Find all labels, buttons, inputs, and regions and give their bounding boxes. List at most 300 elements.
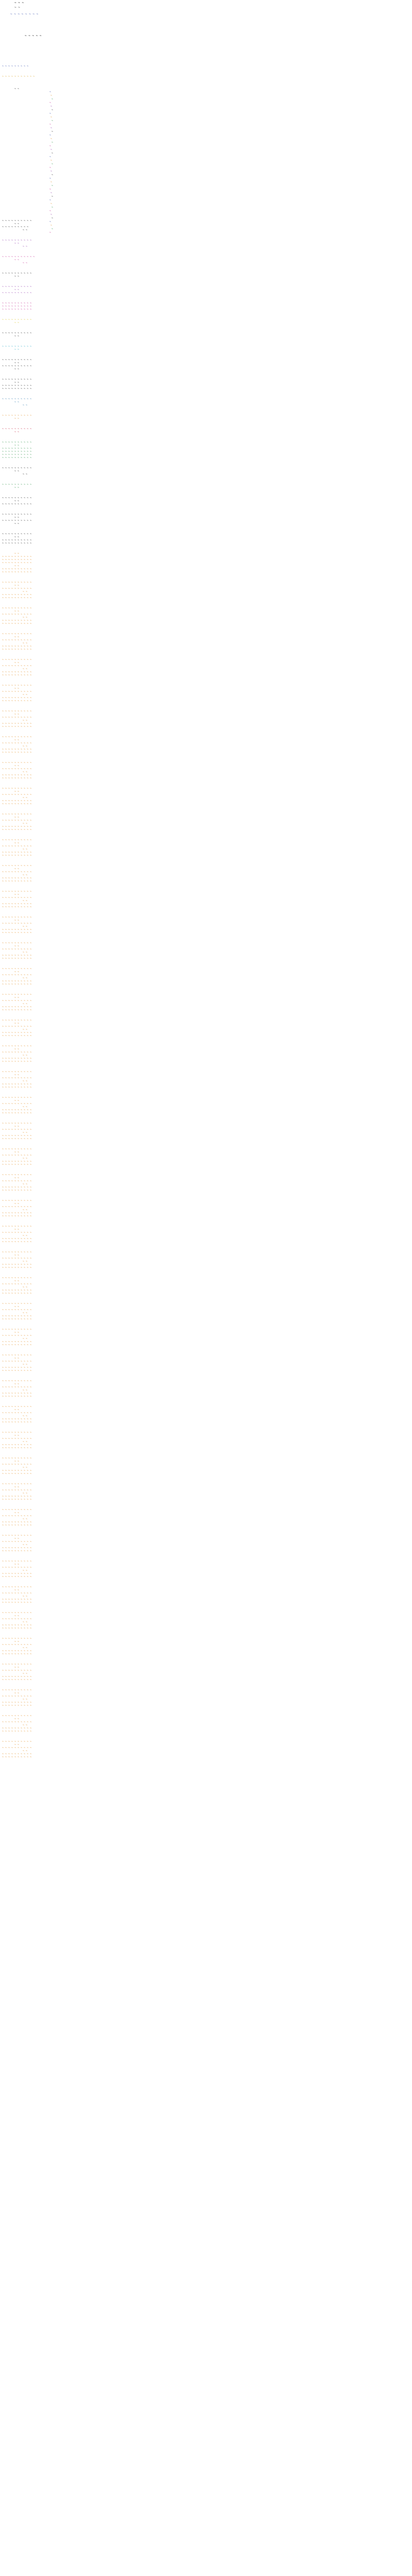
log-line: ~ ~ ~ ~ ~ ~ ~ ~ ~ ~ <box>2 854 32 857</box>
log-line: ~ ~ ~ ~ ~ ~ ~ ~ ~ ~ <box>2 983 32 986</box>
log-entry <box>2 441 136 460</box>
log-line: ~ ~ ~ ~ ~ ~ ~ ~ ~ ~ <box>2 1418 32 1421</box>
log-line: ~ ~ ~ ~ ~ ~ ~ ~ ~ ~ <box>2 1134 32 1138</box>
log-line: ~ ~ ~ ~ ~ ~ ~ ~ ~ ~ <box>2 1534 32 1537</box>
log-line: ~ ~ ~ ~ ~ ~ ~ ~ ~ ~ <box>2 1174 32 1177</box>
header-line: ~ ~ ~ ~ ~ ~ ~ ~ <box>10 12 39 16</box>
log-line: ~ ~ <box>23 745 28 748</box>
log-line: ~ ~ ~ ~ ~ ~ ~ ~ ~ ~ <box>2 865 32 868</box>
log-line: ~ ~ ~ ~ ~ ~ ~ ~ ~ ~ <box>2 1740 32 1743</box>
log-line: ~ ~ ~ ~ ~ ~ ~ ~ ~ ~ <box>2 1263 32 1266</box>
log-line: ~ ~ ~ ~ ~ ~ ~ ~ ~ ~ <box>2 1163 32 1166</box>
log-line: ~ ~ ~ ~ ~ ~ ~ ~ ~ ~ <box>2 1277 32 1280</box>
log-line: ~ ~ <box>23 668 28 671</box>
log-entry <box>2 345 136 351</box>
log-line: ~ ~ ~ ~ ~ ~ ~ ~ ~ ~ <box>2 1624 32 1627</box>
log-output <box>2 65 136 2576</box>
stack-tick: ~ <box>50 159 53 162</box>
stack-tick: ~ <box>49 199 52 202</box>
log-line: ~ ~ ~ ~ ~ ~ ~ ~ ~ ~ <box>2 1031 32 1035</box>
log-line: ~ ~ <box>23 1724 28 1727</box>
log-line: ~ ~ ~ ~ ~ ~ ~ ~ ~ ~ <box>2 453 32 456</box>
log-line: ~ ~ ~ ~ ~ ~ ~ ~ ~ ~ <box>2 1457 32 1460</box>
log-line: ~ ~ ~ ~ ~ ~ ~ ~ ~ ~ <box>2 1412 32 1415</box>
log-line: ~ ~ ~ ~ ~ ~ ~ ~ ~ ~ <box>2 658 32 662</box>
log-line: ~ ~ ~ ~ ~ ~ ~ ~ ~ ~ <box>2 571 32 574</box>
log-line: ~ ~ ~ ~ ~ ~ ~ ~ ~ ~ <box>2 1395 32 1398</box>
log-line: ~ ~ <box>14 1640 20 1643</box>
log-line: ~ ~ <box>23 1312 28 1315</box>
log-line: ~ ~ ~ ~ ~ ~ ~ ~ ~ ~ <box>2 742 32 745</box>
log-line: ~ ~ <box>23 1363 28 1366</box>
log-line: ~ ~ <box>14 1202 20 1206</box>
log-line: ~ ~ <box>14 1280 20 1283</box>
log-line: ~ ~ ~ ~ ~ ~ ~ ~ ~ ~ <box>2 803 32 806</box>
log-line: ~ ~ <box>23 822 28 825</box>
log-line: ~ ~ <box>23 262 28 265</box>
log-entry <box>2 1509 136 1527</box>
log-line: ~ ~ <box>14 1022 20 1025</box>
log-line: ~ ~ ~ ~ ~ ~ ~ ~ ~ ~ <box>2 558 32 562</box>
log-line: ~ ~ ~ ~ ~ ~ ~ ~ ~ ~ <box>2 581 32 584</box>
log-line: ~ ~ <box>14 431 20 434</box>
log-line: ~ ~ ~ ~ ~ ~ ~ ~ ~ ~ <box>2 503 32 506</box>
log-entry <box>2 1457 136 1476</box>
log-line: ~ ~ ~ ~ ~ ~ ~ ~ ~ ~ <box>2 1592 32 1595</box>
log-entry <box>2 581 136 600</box>
log-line: ~ ~ <box>23 925 28 928</box>
log-line: ~ ~ <box>14 842 20 845</box>
log-line: ~ ~ ~ ~ ~ ~ ~ ~ ~ ~ <box>2 1025 32 1028</box>
log-entry <box>2 1302 136 1321</box>
log-line: ~ ~ <box>23 590 28 594</box>
log-entry <box>2 710 136 728</box>
log-line: ~ ~ <box>14 1383 20 1386</box>
stack-tick: ~ <box>50 192 53 195</box>
log-line: ~ ~ ~ ~ ~ ~ ~ ~ ~ ~ <box>2 993 32 996</box>
log-entry <box>2 1328 136 1347</box>
log-line: ~ ~ <box>14 362 20 365</box>
log-line: ~ ~ ~ ~ ~ ~ ~ ~ ~ ~ <box>2 890 32 893</box>
stack-tick: ~ <box>52 109 54 112</box>
log-line: ~ ~ <box>14 470 20 473</box>
log-line: ~ ~ ~ ~ ~ ~ ~ ~ ~ ~ <box>2 1215 32 1218</box>
log-line: ~ ~ <box>14 765 20 768</box>
log-line: ~ ~ ~ ~ ~ ~ ~ ~ ~ ~ <box>2 1495 32 1498</box>
log-line: ~ ~ ~ ~ ~ ~ ~ ~ ~ ~ <box>2 957 32 960</box>
log-line: ~ ~ <box>23 1209 28 1212</box>
log-line: ~ ~ <box>23 1028 28 1031</box>
stack-tick: ~ <box>49 231 52 234</box>
log-entry <box>2 1122 136 1141</box>
log-line: ~ ~ ~ ~ ~ ~ ~ ~ ~ ~ <box>2 1241 32 1244</box>
log-entry <box>2 1612 136 1630</box>
stack-tick: ~ <box>50 181 53 184</box>
log-line: ~ ~ <box>14 1718 20 1721</box>
log-entry <box>2 787 136 806</box>
log-line: ~ ~ ~ ~ ~ ~ ~ ~ ~ ~ <box>2 1653 32 1656</box>
log-entry <box>2 428 136 434</box>
stack-tick: ~ <box>50 224 53 227</box>
log-line: ~ ~ ~ ~ ~ ~ ~ ~ ~ ~ <box>2 428 32 431</box>
log-line: ~ ~ ~ ~ ~ ~ ~ ~ ~ ~ <box>2 1283 32 1286</box>
log-line: ~ ~ <box>14 610 20 613</box>
log-line: ~ ~ <box>14 348 20 351</box>
log-entry <box>2 1096 136 1115</box>
log-line: ~ ~ ~ ~ ~ ~ ~ ~ ~ ~ <box>2 1341 32 1344</box>
log-line: ~ ~ ~ ~ ~ ~ ~ ~ ~ ~ <box>2 1109 32 1112</box>
log-line: ~ ~ ~ ~ ~ ~ ~ ~ ~ ~ <box>2 1051 32 1054</box>
log-line: ~ ~ ~ ~ ~ ~ ~ ~ ~ ~ <box>2 1612 32 1615</box>
log-line: ~ ~ ~ ~ ~ ~ ~ ~ ~ ~ <box>2 1515 32 1518</box>
log-line: ~ ~ ~ ~ ~ ~ ~ ~ ~ ~ <box>2 1009 32 1012</box>
log-line: ~ ~ <box>14 713 20 716</box>
stack-tick: ~ <box>52 163 54 166</box>
log-line: ~ ~ ~ ~ ~ ~ ~ ~ ~ <box>2 226 29 229</box>
stack-tick: ~ <box>52 98 54 101</box>
log-entry <box>2 1586 136 1604</box>
log-entry <box>2 1354 136 1372</box>
log-line: ~ ~ ~ ~ ~ ~ ~ ~ ~ ~ <box>2 828 32 832</box>
log-line: ~ ~ ~ ~ ~ ~ ~ ~ ~ ~ <box>2 1498 32 1501</box>
log-line: ~ ~ ~ ~ ~ ~ ~ ~ ~ ~ <box>2 1369 32 1372</box>
stack-tick: ~ <box>50 94 53 97</box>
log-line: ~ ~ ~ ~ ~ ~ ~ ~ ~ ~ <box>2 305 32 308</box>
log-line: ~ ~ <box>23 1234 28 1238</box>
log-line: ~ ~ <box>23 1440 28 1444</box>
log-line: ~ ~ ~ ~ ~ ~ ~ ~ ~ ~ <box>2 272 32 275</box>
log-line: ~ ~ ~ ~ ~ ~ ~ ~ ~ ~ <box>2 1669 32 1672</box>
log-line: ~ ~ ~ ~ ~ ~ ~ ~ ~ ~ <box>2 710 32 713</box>
log-line: ~ ~ <box>14 259 20 262</box>
stack-tick: ~ <box>52 228 54 231</box>
log-line: ~ ~ ~ ~ ~ ~ ~ ~ ~ ~ <box>2 332 32 335</box>
stack-tick: ~ <box>49 91 52 94</box>
log-line: ~ ~ ~ ~ ~ ~ ~ ~ ~ ~ <box>2 1489 32 1492</box>
log-line: ~ ~ ~ ~ ~ ~ ~ ~ ~ ~ <box>2 414 32 417</box>
log-line: ~ ~ <box>23 1106 28 1109</box>
log-line: ~ ~ ~ ~ ~ ~ ~ ~ ~ ~ <box>2 751 32 754</box>
log-entry <box>2 552 136 574</box>
log-line: ~ ~ <box>23 951 28 954</box>
log-line: ~ ~ ~ ~ ~ ~ ~ ~ ~ ~ <box>2 1701 32 1704</box>
log-entry <box>2 285 136 295</box>
log-line: ~ ~ ~ ~ ~ ~ ~ ~ ~ ~ <box>2 1302 32 1306</box>
stack-tick: ~ <box>49 156 52 159</box>
log-line: ~ ~ <box>14 368 20 371</box>
log-line: ~ ~ <box>23 719 28 722</box>
log-line: ~ ~ <box>14 1512 20 1515</box>
log-entry <box>2 761 136 780</box>
stack-tick: ~ <box>49 134 52 137</box>
log-line: ~ ~ <box>14 536 20 539</box>
log-line: ~ ~ <box>23 1518 28 1521</box>
log-line: ~ ~ <box>23 1544 28 1547</box>
stack-tick: ~ <box>52 174 54 177</box>
log-line: ~ ~ ~ ~ ~ ~ ~ ~ ~ ~ <box>2 619 32 622</box>
log-line: ~ ~ <box>23 473 28 476</box>
log-line: ~ ~ <box>14 1074 20 1077</box>
log-line: ~ ~ <box>23 900 28 903</box>
log-entry <box>2 378 136 391</box>
log-line: ~ ~ ~ ~ ~ ~ ~ ~ ~ ~ <box>2 974 32 977</box>
log-line: ~ ~ <box>14 1692 20 1695</box>
log-entry <box>2 219 136 232</box>
log-line: ~ ~ ~ ~ ~ ~ ~ ~ ~ ~ <box>2 1756 32 1759</box>
log-line: ~ ~ ~ ~ ~ ~ ~ ~ ~ ~ <box>2 1138 32 1141</box>
log-entry <box>2 813 136 832</box>
log-entry <box>2 1483 136 1501</box>
log-line: ~ ~ <box>23 404 28 407</box>
log-line: ~ ~ ~ ~ ~ ~ ~ ~ ~ ~ <box>2 819 32 822</box>
log-line: ~ ~ <box>14 971 20 974</box>
log-line: ~ ~ ~ ~ ~ ~ ~ ~ ~ ~ <box>2 1392 32 1395</box>
log-line: ~ ~ <box>14 500 20 503</box>
log-line: ~ ~ ~ ~ ~ ~ ~ ~ ~ ~ <box>2 302 32 305</box>
log-line: ~ ~ <box>14 945 20 948</box>
log-line: ~ ~ ~ ~ ~ ~ ~ ~ ~ ~ <box>2 1366 32 1369</box>
log-line: ~ ~ ~ ~ ~ ~ ~ ~ ~ ~ <box>2 1154 32 1157</box>
log-line: ~ ~ <box>14 1743 20 1747</box>
log-line: ~ ~ ~ ~ ~ ~ ~ ~ ~ ~ <box>2 697 32 700</box>
log-line: ~ ~ ~ ~ ~ ~ ~ ~ ~ ~ <box>2 1096 32 1099</box>
log-line: ~ ~ <box>14 1666 20 1669</box>
stack-tick: ~ <box>49 166 52 170</box>
log-line: ~ ~ ~ ~ ~ ~ ~ ~ ~ ~ <box>2 1650 32 1653</box>
log-line: ~ ~ <box>14 893 20 896</box>
log-line: ~ ~ <box>14 1357 20 1360</box>
log-entry <box>2 332 136 338</box>
log-line: ~ ~ <box>14 1589 20 1592</box>
log-line: ~ ~ ~ ~ ~ ~ ~ ~ ~ ~ <box>2 1447 32 1450</box>
log-line: ~ ~ ~ ~ ~ ~ ~ ~ ~ ~ <box>2 1035 32 1038</box>
log-line: ~ ~ ~ ~ ~ ~ ~ ~ ~ ~ <box>2 787 32 790</box>
log-line: ~ ~ ~ ~ ~ ~ ~ ~ ~ ~ <box>2 700 32 703</box>
log-line: ~ ~ ~ ~ ~ ~ ~ ~ ~ ~ <box>2 1077 32 1080</box>
log-line: ~ ~ <box>14 417 20 420</box>
log-line: ~ ~ ~ ~ ~ ~ ~ ~ ~ ~ <box>2 1704 32 1707</box>
stack-tick: ~ <box>50 202 53 206</box>
log-line: ~ ~ ~ ~ ~ ~ ~ ~ ~ ~ <box>2 519 32 522</box>
log-line: ~ ~ ~ ~ ~ ~ ~ ~ ~ ~ <box>2 1289 32 1292</box>
log-line: ~ ~ ~ ~ ~ ~ ~ ~ ~ ~ <box>2 456 32 460</box>
log-line: ~ ~ ~ ~ ~ ~ ~ ~ ~ ~ <box>2 467 32 470</box>
log-line: ~ ~ ~ ~ ~ ~ ~ ~ ~ ~ <box>2 1689 32 1692</box>
log-line: ~ ~ ~ ~ ~ ~ ~ ~ ~ ~ <box>2 345 32 348</box>
log-line: ~ ~ <box>23 1157 28 1160</box>
stack-tick: ~ <box>49 112 52 115</box>
log-line: ~ ~ ~ ~ ~ ~ ~ ~ ~ ~ <box>2 613 32 616</box>
log-line: ~ ~ ~ ~ ~ ~ ~ ~ ~ ~ <box>2 1266 32 1269</box>
stack-tick: ~ <box>50 170 53 173</box>
log-line: ~ ~ ~ ~ ~ ~ ~ ~ ~ ~ <box>2 1715 32 1718</box>
log-line: ~ ~ ~ ~ ~ ~ ~ ~ ~ ~ <box>2 587 32 590</box>
log-line: ~ ~ ~ ~ ~ ~ ~ ~ ~ ~ ~ <box>2 256 35 259</box>
log-line: ~ ~ <box>23 771 28 774</box>
log-line: ~ ~ ~ ~ ~ ~ ~ ~ ~ ~ <box>2 922 32 925</box>
log-line: ~ ~ ~ ~ ~ ~ ~ ~ ~ ~ <box>2 1431 32 1434</box>
log-line: ~ ~ <box>14 565 20 568</box>
log-line: ~ ~ ~ ~ ~ ~ ~ ~ ~ ~ <box>2 1380 32 1383</box>
log-line: ~ ~ <box>14 1228 20 1231</box>
log-entry <box>2 483 136 489</box>
log-line: ~ ~ ~ ~ ~ ~ ~ ~ ~ ~ <box>2 1472 32 1476</box>
log-line: ~ ~ ~ ~ ~ ~ ~ ~ ~ ~ <box>2 1360 32 1363</box>
log-entry <box>2 256 136 265</box>
log-line: ~ ~ ~ ~ ~ ~ ~ ~ ~ ~ <box>2 793 32 796</box>
log-line: ~ ~ <box>14 1409 20 1412</box>
log-line: ~ ~ ~ ~ ~ ~ ~ ~ ~ ~ <box>2 318 32 321</box>
log-line: ~ ~ <box>14 584 20 587</box>
log-line: ~ ~ ~ ~ ~ ~ ~ ~ ~ ~ <box>2 774 32 777</box>
log-entry <box>2 1431 136 1450</box>
log-entry <box>2 272 136 278</box>
log-line: ~ ~ ~ ~ ~ ~ ~ ~ ~ ~ <box>2 954 32 957</box>
log-line: ~ ~ ~ ~ ~ ~ ~ ~ ~ ~ <box>2 639 32 642</box>
log-line: ~ ~ ~ ~ ~ ~ ~ ~ ~ ~ <box>2 665 32 668</box>
log-line: ~ ~ <box>14 1125 20 1128</box>
log-line: ~ ~ <box>14 223 20 226</box>
log-line: ~ ~ <box>14 868 20 871</box>
log-line: ~ ~ ~ ~ ~ ~ ~ ~ ~ ~ <box>2 1292 32 1295</box>
log-entry <box>2 1534 136 1553</box>
log-line: ~ ~ <box>23 874 28 877</box>
log-entry <box>2 916 136 935</box>
log-entry <box>2 1380 136 1398</box>
log-entry <box>2 533 136 545</box>
log-entry <box>2 75 136 78</box>
stack-tick: ~ <box>50 148 53 151</box>
log-line: ~ ~ ~ ~ ~ ~ ~ ~ ~ ~ <box>2 942 32 945</box>
log-line: ~ ~ <box>14 816 20 819</box>
log-line: ~ ~ ~ ~ ~ ~ ~ ~ ~ ~ <box>2 716 32 719</box>
stack-tick: ~ <box>50 105 53 108</box>
log-line: ~ ~ <box>23 796 28 800</box>
log-line: ~ ~ ~ ~ ~ ~ ~ ~ ~ ~ <box>2 928 32 931</box>
log-entry <box>2 1560 136 1579</box>
log-line: ~ ~ <box>23 693 28 697</box>
stack-tick: ~ <box>49 123 52 126</box>
log-line: ~ ~ ~ ~ ~ ~ ~ ~ ~ ~ <box>2 1721 32 1724</box>
stack-tick: ~ <box>50 213 53 216</box>
log-entry <box>2 467 136 476</box>
log-line: ~ ~ <box>23 1054 28 1057</box>
log-line: ~ ~ ~ ~ ~ ~ ~ ~ ~ ~ <box>2 562 32 565</box>
log-line: ~ ~ ~ ~ ~ ~ ~ ~ ~ ~ <box>2 1086 32 1089</box>
log-line: ~ ~ ~ ~ ~ ~ ~ ~ ~ ~ <box>2 359 32 362</box>
log-line: ~ ~ <box>14 1331 20 1334</box>
log-line: ~ ~ ~ ~ ~ ~ ~ ~ ~ ~ <box>2 871 32 874</box>
log-entry <box>2 1148 136 1166</box>
log-line: ~ ~ ~ ~ ~ ~ ~ ~ ~ ~ <box>2 1572 32 1575</box>
log-entry <box>2 890 136 909</box>
log-line: ~ ~ ~ ~ ~ ~ ~ ~ ~ ~ <box>2 648 32 651</box>
log-line: ~ ~ <box>14 275 20 278</box>
log-line: ~ ~ ~ ~ ~ ~ ~ ~ ~ ~ <box>2 1103 32 1106</box>
log-line: ~ ~ ~ ~ ~ ~ ~ ~ ~ ~ <box>2 906 32 909</box>
log-line: ~ ~ ~ ~ ~ ~ ~ ~ ~ ~ <box>2 1199 32 1202</box>
log-line: ~ ~ ~ ~ ~ ~ ~ ~ ~ ~ <box>2 398 32 401</box>
log-line: ~ ~ <box>14 636 20 639</box>
stack-tick: ~ <box>49 177 52 180</box>
log-entry <box>2 1019 136 1038</box>
log-line: ~ ~ <box>23 616 28 619</box>
log-line: ~ ~ ~ ~ ~ ~ ~ ~ ~ ~ <box>2 292 32 295</box>
log-line: ~ ~ ~ ~ ~ ~ ~ ~ ~ ~ <box>2 1521 32 1524</box>
log-line: ~ ~ ~ ~ ~ ~ ~ ~ ~ ~ <box>2 1747 32 1750</box>
log-line: ~ ~ ~ ~ ~ ~ ~ ~ ~ ~ <box>2 1730 32 1733</box>
log-line: ~ ~ ~ ~ ~ ~ ~ ~ ~ ~ <box>2 1186 32 1189</box>
log-line: ~ ~ <box>14 242 20 245</box>
log-line: ~ ~ ~ ~ ~ ~ ~ ~ ~ ~ <box>2 645 32 648</box>
log-line: ~ ~ ~ ~ ~ ~ ~ ~ ~ ~ <box>2 539 32 542</box>
log-line: ~ ~ ~ ~ ~ ~ ~ ~ ~ ~ <box>2 1601 32 1604</box>
log-entry <box>2 1174 136 1192</box>
log-line: ~ ~ ~ ~ ~ ~ ~ ~ ~ <box>2 65 29 68</box>
log-line: ~ ~ <box>14 321 20 325</box>
log-line: ~ ~ ~ ~ ~ ~ ~ ~ ~ ~ <box>2 387 32 391</box>
log-line: ~ ~ <box>23 1131 28 1134</box>
log-line: ~ ~ <box>14 687 20 690</box>
log-entry <box>2 1663 136 1682</box>
log-line: ~ ~ ~ ~ ~ ~ ~ ~ ~ ~ <box>2 1444 32 1447</box>
log-line: ~ ~ ~ ~ ~ ~ ~ ~ ~ ~ <box>2 450 32 453</box>
log-line: ~ ~ ~ ~ ~ ~ ~ ~ ~ ~ <box>2 447 32 450</box>
stack-tick: ~ <box>50 116 53 119</box>
log-line: ~ ~ ~ ~ ~ ~ ~ ~ ~ ~ <box>2 880 32 883</box>
log-entry <box>2 736 136 754</box>
log-line: ~ ~ ~ ~ ~ ~ ~ ~ ~ ~ <box>2 1122 32 1125</box>
log-line: ~ ~ <box>23 1595 28 1598</box>
log-line: ~ ~ ~ ~ ~ ~ ~ ~ ~ ~ <box>2 1212 32 1215</box>
log-line: ~ ~ <box>23 1286 28 1289</box>
log-line: ~ ~ ~ ~ ~ ~ ~ ~ ~ ~ <box>2 877 32 880</box>
log-entry <box>2 359 136 371</box>
log-line: ~ ~ ~ ~ ~ ~ ~ ~ ~ ~ <box>2 1251 32 1254</box>
log-entry <box>2 1715 136 1733</box>
log-line: ~ ~ <box>14 739 20 742</box>
log-line: ~ ~ ~ ~ ~ ~ ~ ~ ~ ~ <box>2 948 32 951</box>
log-line: ~ ~ ~ ~ ~ ~ ~ ~ ~ ~ <box>2 851 32 854</box>
log-line: ~ ~ <box>14 996 20 999</box>
log-line: ~ ~ <box>23 1647 28 1650</box>
log-line: ~ ~ ~ ~ ~ ~ ~ ~ ~ ~ <box>2 1547 32 1550</box>
log-line: ~ ~ ~ ~ ~ ~ ~ ~ ~ ~ <box>2 1309 32 1312</box>
log-line: ~ ~ <box>23 1415 28 1418</box>
log-line: ~ ~ ~ ~ ~ ~ ~ ~ ~ ~ <box>2 568 32 571</box>
log-entry <box>2 942 136 960</box>
log-entry <box>2 1689 136 1707</box>
log-line: ~ ~ <box>14 289 20 292</box>
header-line: ~ ~ ~ <box>14 1 24 5</box>
log-line: ~ ~ ~ ~ ~ ~ ~ ~ ~ ~ <box>2 1509 32 1512</box>
log-line: ~ ~ ~ ~ ~ ~ ~ ~ ~ ~ <box>2 800 32 803</box>
log-line: ~ ~ ~ ~ ~ ~ ~ ~ ~ ~ <box>2 1148 32 1151</box>
log-line: ~ ~ ~ ~ ~ ~ ~ ~ ~ ~ <box>2 674 32 677</box>
log-entry <box>2 839 136 857</box>
log-line: ~ ~ <box>14 919 20 922</box>
log-line: ~ ~ <box>23 229 28 232</box>
stack-tick: ~ <box>49 210 52 213</box>
log-line: ~ ~ <box>14 88 20 91</box>
log-entry <box>2 658 136 677</box>
log-entry <box>2 684 136 703</box>
stack-tick: ~ <box>49 188 52 191</box>
log-line: ~ ~ ~ ~ ~ ~ ~ ~ ~ ~ <box>2 1643 32 1647</box>
log-entry <box>2 968 136 986</box>
log-line: ~ ~ ~ ~ ~ ~ ~ ~ ~ ~ <box>2 761 32 765</box>
log-line: ~ ~ ~ ~ ~ ~ ~ ~ ~ ~ <box>2 1675 32 1679</box>
